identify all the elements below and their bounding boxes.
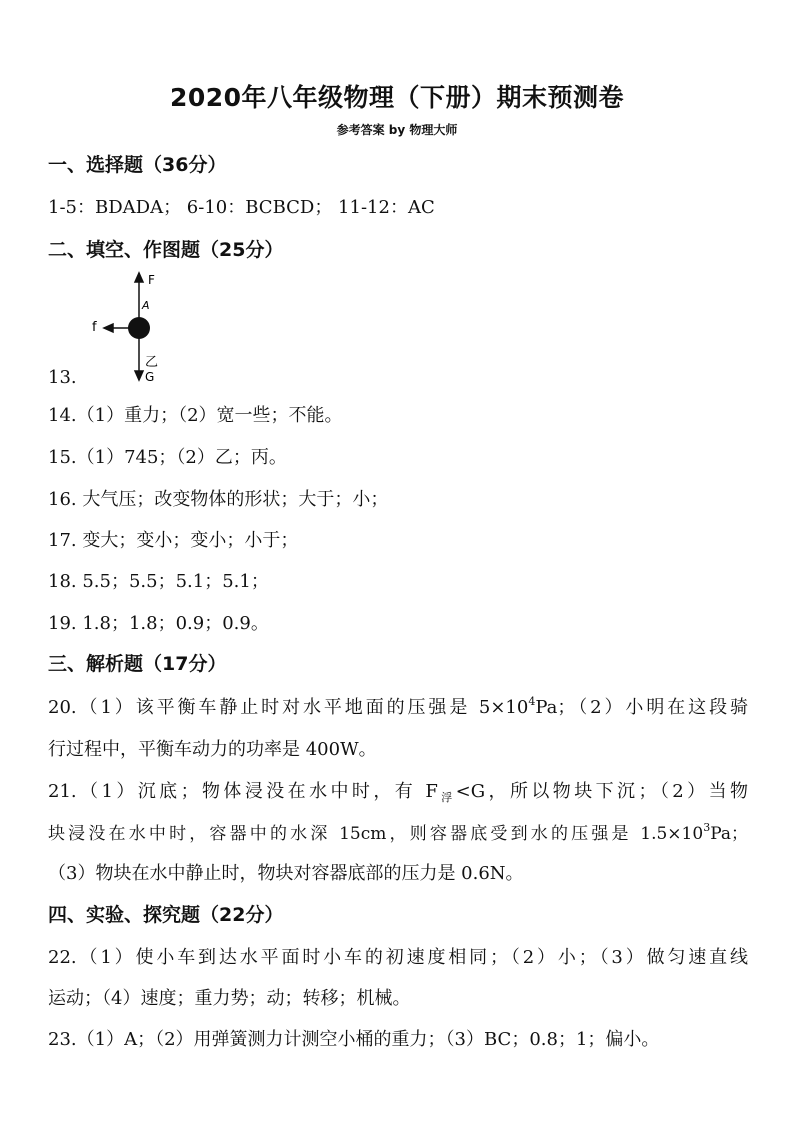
answer-20-line-2: 行过程中，平衡车动力的功率是 400W。	[48, 739, 377, 760]
object-ball	[128, 317, 150, 339]
answer-21-subscript: 浮	[437, 791, 456, 804]
page-subtitle: 参考答案 by 物理大师	[336, 123, 458, 137]
label-A: A	[142, 299, 150, 312]
answer-21-exponent: 3	[703, 821, 711, 834]
label-f: f	[92, 320, 97, 335]
answer-21-line-3: （3）物块在水中静止时，物块对容器底部的压力是 0.6N。	[48, 863, 524, 884]
answer-13-number: 13.	[48, 367, 77, 388]
section-heading-analysis: 三、解析题（17分）	[48, 653, 227, 675]
label-yi: 乙	[145, 355, 159, 370]
answer-16: 16. 大气压；改变物体的形状；大于；小；	[48, 489, 389, 510]
answer-19: 19. 1.8；1.8；0.9；0.9。	[48, 613, 269, 634]
answer-22-text: 22.（1）使小车到达水平面时小车的初速度相同；（2）小；（3）做匀速直线	[48, 947, 748, 968]
upward-arrowhead	[135, 273, 143, 282]
answer-18: 18. 5.5；5.5；5.1；5.1；	[48, 571, 269, 592]
answer-20-exponent: 4	[528, 695, 536, 708]
answer-21-text-a: 21.（1）沉底；物体浸没在水中时，有 F	[48, 781, 438, 802]
label-F: F	[148, 273, 155, 287]
choice-answers: 1-5：BDADA； 6-10：BCBCD； 11-12：AC	[48, 197, 435, 218]
section-heading-experiment: 四、实验、探究题（22分）	[48, 904, 284, 926]
answer-17: 17. 变大；变小；变小；小于；	[48, 530, 299, 551]
answer-22-line-1	[48, 946, 748, 970]
section-heading-fill: 二、填空、作图题（25分）	[48, 239, 284, 261]
page-title: 2020年八年级物理（下册）期末预测卷	[169, 83, 625, 112]
answer-20-text-b: Pa；（2）小明在这段骑	[535, 697, 748, 718]
label-G: G	[145, 370, 155, 384]
answer-23: 23.（1）A；（2）用弹簧测力计测空小桶的重力；（3）BC；0.8；1；偏小。	[48, 1029, 660, 1050]
answer-21-text-d: Pa；	[710, 824, 748, 844]
answer-21-text-c: 块浸没在水中时，容器中的水深 15cm，则容器底受到水的压强是 1.5×10	[48, 824, 704, 844]
answer-14: 14.（1）重力；（2）宽一些；不能。	[48, 405, 343, 426]
answer-21-line-2	[48, 822, 748, 848]
answer-20-text-a: 20.（1）该平衡车静止时对水平地面的压强是 5×10	[48, 697, 529, 718]
answer-22-line-2: 运动；（4）速度；重力势；动；转移；机械。	[48, 988, 411, 1009]
leftward-arrowhead	[104, 324, 113, 332]
answer-21-text-b: <G，所以物块下沉；（2）当物	[455, 781, 748, 802]
answer-20-line-1	[48, 696, 748, 722]
answer-15: 15.（1）745；（2）乙；丙。	[48, 447, 287, 468]
answer-21-line-1	[48, 780, 748, 806]
section-heading-choice: 一、选择题（36分）	[48, 154, 227, 176]
